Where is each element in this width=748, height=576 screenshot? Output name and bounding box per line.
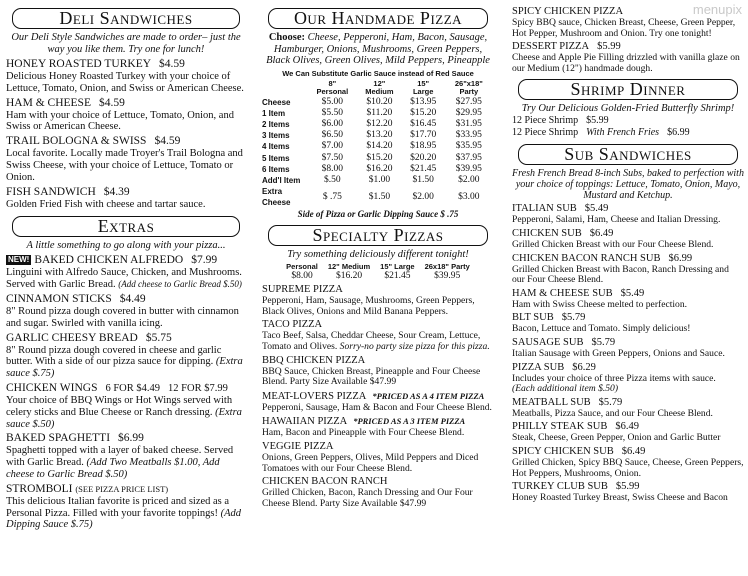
price-cell: $12.20: [366, 118, 393, 129]
item-desc: Italian Sausage with Green Peppers, Onions and Sauce.: [512, 347, 725, 359]
price-cell: $16.20: [366, 163, 393, 174]
price-cell: $20.20: [410, 152, 437, 163]
item-price: $5.99: [586, 115, 609, 127]
item-price: $6.49: [589, 227, 614, 239]
item-desc: Golden Fried Fish with cheese and tartar sauce.: [6, 198, 206, 210]
price-row: [262, 108, 494, 119]
item-name: 12 Piece Shrimp: [512, 115, 579, 127]
item-desc-line: [262, 403, 494, 414]
item-desc: Spicy BBQ sauce, Chicken Breast, Cheese, Green Pepper, Hot Pepper, Mushroom and Onion. Try one tonight!: [512, 17, 736, 39]
deli-sandwiches-header: Deli Sandwiches: [12, 8, 240, 29]
sub-item: [512, 203, 744, 226]
price-cell: $.50: [324, 174, 341, 185]
item-price: $6.49: [615, 421, 640, 433]
size-header: Personal: [286, 261, 318, 271]
item-desc: Ham, Bacon and Pineapple with Four Cheese Blend.: [262, 427, 465, 439]
price-cell: $39.95: [455, 163, 482, 174]
shrimp-dinner-header: Shrimp Dinner: [518, 79, 738, 100]
sub-item: [512, 253, 744, 286]
menu-item-stromboli: [6, 483, 246, 531]
item-name: BAKED SPAGHETTI: [6, 432, 111, 445]
item-price: $6.99: [668, 252, 693, 264]
sub-item: [512, 397, 744, 420]
item-name: CHICKEN WINGS: [6, 381, 98, 394]
menu-item-spicy-chicken-pizza: [512, 6, 744, 39]
size-header: 12" Medium: [327, 261, 371, 271]
size-header: 26x18" Party: [424, 261, 470, 271]
price-cell: $17.70: [410, 130, 437, 141]
item-desc: Cheese and Apple Pie Filling drizzled with vanilla glaze on our Medium (12") handmade dough.: [512, 52, 740, 74]
item-price: $6.49: [621, 445, 646, 457]
price-cell: $1.50: [368, 191, 391, 202]
price-cell: $14.20: [366, 141, 393, 152]
specialty-item: [262, 284, 494, 317]
price-row: [262, 186, 494, 208]
sub-item: [512, 288, 744, 311]
row-label: 1 Item: [262, 108, 286, 118]
row-label: Extra Cheese: [262, 187, 291, 208]
item-name-line: [512, 288, 744, 300]
item-name: PIZZA SUB: [512, 361, 565, 373]
price-row: [262, 153, 494, 164]
item-desc: Honey Roasted Turkey Breast, Swiss Cheese and Bacon: [512, 492, 728, 504]
menu-item-spaghetti: [6, 432, 246, 480]
item-name: HAWAIIAN PIZZA: [262, 416, 348, 428]
price-cell: $27.95: [455, 96, 482, 107]
row-label: 3 Items: [262, 131, 290, 141]
item-name: FISH SANDWICH: [6, 185, 96, 198]
item-name: SAUSAGE SUB: [512, 336, 584, 348]
price-cell: $37.95: [455, 152, 482, 163]
item-note: (Add cheese to Garlic Bread $.50): [118, 279, 242, 290]
sub-item: [512, 446, 744, 479]
price-cell: $1.00: [368, 174, 391, 185]
item-name: GARLIC CHEESY BREAD: [6, 331, 138, 344]
price-row: [262, 119, 494, 130]
item-price: $5.99: [597, 41, 621, 53]
extras-intro: A little something to go along with your pizza...: [26, 240, 226, 252]
item-desc-line: [262, 331, 494, 352]
specialty-item: [262, 355, 494, 388]
item-desc: Steak, Cheese, Green Pepper, Onion and Garlic Butter: [512, 432, 721, 444]
item-tag: (SEE PIZZA PRICE LIST): [75, 483, 169, 494]
price-cell: $1.50: [412, 174, 434, 185]
item-name: HAM & CHEESE: [6, 96, 91, 109]
item-name: STROMBOLI: [6, 482, 73, 495]
item-name: VEGGIE PIZZA: [262, 440, 334, 452]
menu-item: [6, 135, 246, 183]
item-desc: Grilled Chicken, Spicy BBQ Sauce, Cheese, Green Peppers, Hot Peppers, Mushrooms, Onion.: [512, 456, 744, 479]
size-header: 8" Personal: [316, 78, 349, 96]
item-desc: BBQ Sauce, Chicken Breast, Pineapple and Four Cheese Blend. Party Size Available $47.99: [262, 365, 481, 388]
extras-header: Extras: [12, 216, 240, 237]
subs-intro: Fresh French Bread 8-inch Subs, baked to perfection with your choice of toppings: Lettuce, Tomato, Onion, Mayo, Mustard and Ketchup.: [512, 168, 744, 202]
menu-item: [6, 186, 246, 211]
item-name: PHILLY STEAK SUB: [512, 421, 608, 433]
shrimp-row-1: [512, 115, 744, 127]
price-cell: $3.00: [458, 191, 480, 202]
price-cell: $8.00: [321, 163, 344, 174]
item-desc: Pepperoni, Ham, Sausage, Mushrooms, Green Peppers, Black Olives, Onions and Mild Banana Peppers.: [262, 295, 475, 317]
sub-item: [512, 228, 744, 251]
subs-list: [512, 203, 744, 503]
item-name: CHICKEN SUB: [512, 227, 582, 239]
price-cell: $13.95: [410, 96, 437, 107]
choose-label: Choose:: [268, 32, 305, 43]
price-cell: $5.00: [321, 96, 344, 107]
specialty-list: [262, 284, 494, 509]
price-cell: $6.00: [321, 118, 344, 129]
deli-intro: Our Deli Style Sandwiches are made to order– just the way you like them. Try one for lunch!: [11, 32, 241, 55]
price-cell: $7.00: [321, 141, 344, 152]
price-cell: $10.20: [366, 96, 393, 107]
item-name: BBQ CHICKEN PIZZA: [262, 354, 366, 366]
item-name: CHICKEN BACON RANCH: [262, 476, 388, 488]
item-name: HONEY ROASTED TURKEY: [6, 58, 152, 70]
sauce-note: We Can Substitute Garlic Sauce instead of Red Sauce: [282, 68, 474, 78]
specialty-item: [262, 390, 494, 414]
item-tag: *PRICED AS A 4 ITEM PIZZA: [372, 390, 485, 401]
item-name-line: [512, 253, 744, 265]
price-cell: $16.45: [410, 118, 437, 129]
size-header: 15" Large: [412, 78, 434, 96]
item-name: CINNAMON STICKS: [6, 292, 112, 305]
shrimp-row-2: [512, 127, 744, 139]
price-cell: $7.50: [321, 152, 344, 163]
item-extra: With French Fries: [586, 127, 660, 139]
sub-item: [512, 481, 744, 504]
sub-sandwiches-header: Sub Sandwiches: [518, 144, 738, 165]
item-price: $6.99: [118, 432, 144, 445]
item-desc-line: [262, 428, 494, 439]
item-name: SUPREME PIZZA: [262, 284, 343, 296]
item-desc: Grilled Chicken Breast with Bacon, Ranch Dressing and our Four Cheese Blend.: [512, 263, 729, 286]
item-price: $5.49: [584, 203, 609, 215]
specialty-intro: Try something deliciously different tonight!: [287, 248, 469, 260]
handmade-pizza-header: Our Handmade Pizza: [268, 8, 488, 29]
price-cell: $33.95: [455, 130, 482, 141]
item-note: (Add Dipping Sauce $.75): [6, 507, 242, 531]
item-price: $7.99: [191, 254, 218, 267]
item-desc: Ham with Swiss Cheese melted to perfection.: [512, 298, 688, 310]
item-desc: Includes your choice of three Pizza items with sauce.: [512, 372, 716, 384]
item-price: $5.79: [598, 396, 623, 408]
item-note: (Extra sauce $.50): [6, 406, 242, 430]
item-price: $6.99: [667, 127, 690, 139]
item-name: HAM & CHEESE SUB: [512, 287, 613, 299]
row-label: 2 Items: [262, 119, 290, 129]
row-label: 6 Items: [262, 164, 290, 174]
item-desc-line: [262, 488, 494, 509]
item-name: 12 Piece Shrimp: [512, 127, 579, 139]
price-row: [262, 141, 494, 152]
item-desc: Grilled Chicken Breast with our Four Cheese Blend.: [512, 238, 714, 250]
item-note: (Add Two Meatballs $1.00, Add cheese to Garlic Bread $.50): [6, 457, 220, 480]
item-price: $5.79: [591, 336, 616, 348]
item-name: BAKED CHICKEN ALFREDO: [34, 254, 184, 267]
row-label: 5 Items: [262, 153, 290, 163]
item-desc-line: [262, 296, 494, 317]
item-price: $5.75: [145, 331, 172, 344]
item-price: $5.99: [615, 481, 640, 493]
item-name-line: [512, 362, 744, 374]
price-cell: $11.20: [366, 107, 393, 118]
item-desc-line: [262, 367, 494, 388]
price-row: [262, 130, 494, 141]
price-cell: $16.20: [335, 271, 363, 282]
sub-item: [512, 337, 744, 360]
menu-item-dessert-pizza: [512, 41, 744, 74]
price-cell: $13.20: [366, 130, 393, 141]
row-label: 4 Items: [262, 142, 290, 152]
item-desc: Pepperoni, Sausage, Ham & Bacon and Four Cheese Blend.: [262, 401, 492, 413]
item-desc: 8" Round pizza dough covered in cheese and garlic butter. With a side of our pizza sauce for dipping.: [6, 344, 222, 368]
price-cell: $18.95: [410, 141, 437, 152]
choose-text: Cheese, Pepperoni, Ham, Bacon, Sausage, Hamburger, Onions, Mushrooms, Green Peppers, Black Olives, Green Olives, Mild Peppers, Pineapple: [266, 32, 490, 66]
item-desc: Meatballs, Pizza Sauce, and our Four Cheese Blend.: [512, 407, 713, 419]
price-cell: $15.20: [366, 152, 393, 163]
watermark: menupix: [692, 2, 742, 17]
item-name-line: [6, 97, 246, 110]
item-name: SPICY CHICKEN SUB: [512, 445, 614, 457]
item-price: $4.59: [98, 96, 125, 109]
pizza-price-table: [262, 80, 494, 209]
row-label: Cheese: [262, 97, 291, 107]
item-name: CHICKEN BACON RANCH SUB: [512, 252, 661, 264]
price-cell: $29.95: [455, 107, 482, 118]
item-name: MEATBALL SUB: [512, 396, 591, 408]
item-price: $4.59: [159, 58, 185, 70]
size-header: 15" Large: [380, 261, 415, 271]
price-row: [262, 97, 494, 108]
item-name: ITALIAN SUB: [512, 203, 577, 215]
item-price: $4.39: [103, 185, 130, 198]
toppings-list: [262, 32, 494, 67]
menu-item-cinnamon: [6, 293, 246, 330]
sub-item: [512, 362, 744, 395]
item-price: $6.29: [572, 361, 596, 373]
price-cell: $6.50: [321, 130, 344, 141]
item-name: DESSERT PIZZA: [512, 41, 590, 53]
price-cell: $31.95: [455, 118, 482, 129]
deli-list: [6, 58, 246, 210]
item-desc: This delicious Italian favorite is priced and sized as a Personal Pizza. Filled with your favorite toppings!: [6, 495, 230, 519]
item-name: SPICY CHICKEN PIZZA: [512, 6, 624, 17]
item-desc: Onions, Green Peppers, Olives, Mild Peppers and Diced Tomatoes with our Four Cheese Blend.: [262, 451, 479, 474]
item-desc: Linguini with Alfredo Sauce, Chicken, and Mushrooms. Served with Garlic Bread.: [6, 267, 242, 291]
item-price-12: 12 FOR $7.99: [168, 382, 228, 394]
column-right: [512, 4, 744, 504]
item-desc: 8" Round pizza dough covered in butter with cinnamon and sugar. Swirled with vanilla icing.: [6, 305, 239, 329]
specialty-item: [262, 319, 494, 352]
new-badge: NEW!: [8, 255, 30, 265]
item-desc: Spaghetti topped with a layer of baked cheese. Served with Garlic Bread.: [6, 445, 234, 469]
row-label: Add'l Item: [262, 175, 301, 185]
price-cell: $15.20: [410, 107, 437, 118]
sub-item: [512, 312, 744, 335]
menu-item-wings: [6, 382, 246, 430]
item-price: $4.59: [154, 135, 181, 148]
item-desc: Taco Beef, Salsa, Cheddar Cheese, Sour Cream, Lettuce, Tomato and Olives.: [262, 330, 481, 353]
item-price: $5.79: [561, 312, 586, 324]
price-cell: $35.95: [455, 141, 482, 152]
item-desc: Bacon, Lettuce and Tomato. Simply delicious!: [512, 323, 691, 335]
item-tag: *PRICED AS A 3 ITEM PIZZA: [353, 416, 466, 427]
item-name-line: [6, 135, 246, 148]
menu-item-garlic-bread: [6, 332, 246, 380]
sub-item: [512, 421, 744, 444]
size-header: 12" Medium: [365, 78, 394, 96]
item-price: $4.49: [119, 292, 146, 305]
price-cell: $2.00: [412, 191, 434, 202]
item-desc: Ham with your choice of Lettuce, Tomato, Onion, and Swiss or American Cheese.: [6, 109, 234, 133]
item-desc: Grilled Chicken, Bacon, Ranch Dressing and Our Four Cheese Blend. Party Size Available $47.99: [262, 487, 473, 509]
item-name-line: [512, 397, 744, 409]
size-header: 26"x18" Party: [454, 78, 483, 96]
column-left: [6, 4, 246, 531]
item-name: BLT SUB: [512, 312, 554, 324]
menu-item: [6, 58, 246, 95]
item-name: TRAIL BOLOGNA & SWISS: [6, 135, 147, 148]
item-name: MEAT-LOVERS PIZZA: [262, 390, 367, 402]
item-note: Sorry-no party size pizza for this pizza.: [339, 341, 490, 353]
price-cell: $8.00: [291, 271, 313, 282]
price-row: [262, 164, 494, 175]
item-name: TACO PIZZA: [262, 319, 323, 331]
price-cell: $ .75: [322, 191, 342, 202]
item-desc: Your choice of BBQ Wings or Hot Wings served with celery sticks and Blue Cheese or Ranch dressing.: [6, 394, 233, 418]
menu-item: [6, 97, 246, 134]
price-cell: $2.00: [458, 174, 480, 185]
shrimp-intro: Try Our Delicious Golden-Fried Butterfly Shrimp!: [521, 103, 735, 115]
menu-item-alfredo: [6, 254, 246, 291]
item-note: (Extra sauce $.75): [6, 356, 243, 380]
item-desc: Local favorite. Locally made Troyer's Trail Bologna and Swiss Cheese, with your choice of Lettuce, Tomato or Onion.: [6, 148, 243, 183]
item-name: TURKEY CLUB SUB: [512, 481, 608, 493]
specialty-price-table: [281, 263, 475, 283]
specialty-item: [262, 441, 494, 474]
side-sauce-note: Side of Pizza or Garlic Dipping Sauce $ .75: [297, 208, 459, 219]
price-cell: $5.50: [321, 107, 344, 118]
price-cell: $21.45: [384, 271, 411, 282]
item-name-line: [6, 58, 246, 71]
price-row: [262, 175, 494, 186]
item-desc: Pepperoni, Salami, Ham, Cheese and Italian Dressing.: [512, 214, 721, 226]
item-price-6: 6 FOR $4.49: [105, 382, 161, 394]
price-cell: $39.95: [434, 271, 461, 282]
specialty-item: [262, 476, 494, 509]
specialty-item: [262, 415, 494, 439]
item-name-line: [6, 186, 246, 199]
specialty-pizzas-header: Specialty Pizzas: [268, 225, 488, 246]
item-desc: Delicious Honey Roasted Turkey with your choice of Lettuce, Tomato, Onion, and Swiss or American Cheese.: [6, 71, 244, 94]
column-middle: [262, 4, 494, 509]
item-desc-line: [262, 453, 494, 474]
item-price: $5.49: [620, 287, 645, 299]
price-cell: $21.45: [410, 163, 437, 174]
item-note: (Each additional item $.50): [512, 383, 619, 395]
